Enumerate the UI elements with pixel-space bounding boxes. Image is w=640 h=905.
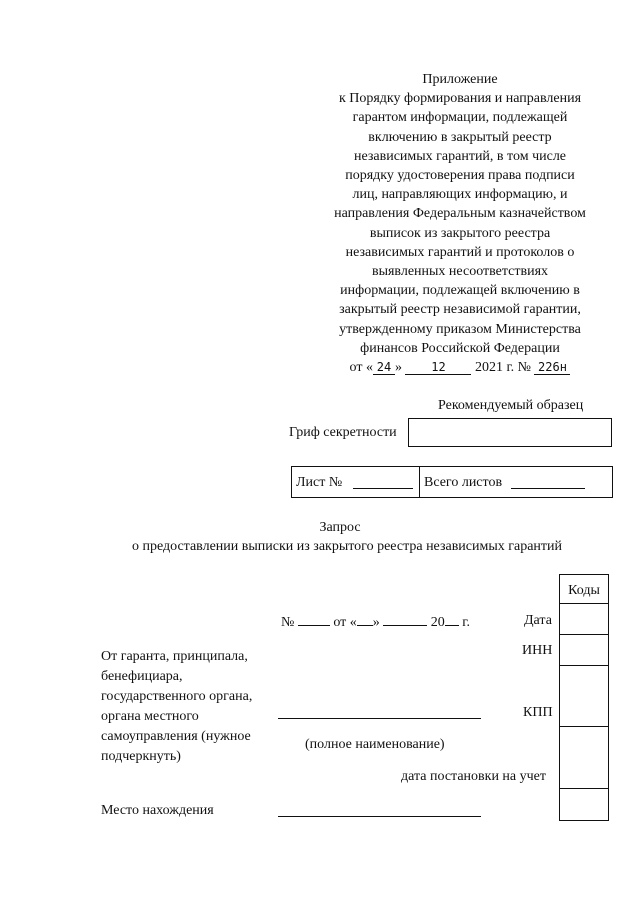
appendix-line: лиц, направляющих информацию, и bbox=[352, 187, 568, 203]
request-year-field[interactable] bbox=[445, 613, 459, 626]
appendix-line: направления Федеральным казначейством bbox=[334, 206, 586, 222]
order-year: 2021 г. № bbox=[474, 360, 531, 376]
secrecy-label: Гриф секретности bbox=[289, 425, 397, 440]
order-month: 12 bbox=[405, 361, 471, 375]
request-number-line bbox=[281, 613, 470, 631]
appendix-line: порядку удостоверения права подписи bbox=[345, 168, 575, 184]
kpp-label: КПП bbox=[523, 705, 553, 720]
document-title: Запрос bbox=[319, 520, 361, 535]
from-label: от « bbox=[333, 615, 357, 630]
appendix-header bbox=[300, 70, 620, 377]
location-label: Место нахождения bbox=[101, 803, 214, 818]
from-line: самоуправления (нужное bbox=[101, 729, 251, 744]
appendix-line: к Порядку формирования и направления bbox=[338, 91, 582, 107]
sheet-divider bbox=[419, 466, 420, 497]
sheet-number-label: Лист № bbox=[296, 475, 343, 490]
recommended-sample-label: Рекомендуемый образец bbox=[438, 398, 584, 413]
appendix-line: Приложение bbox=[422, 72, 498, 87]
from-line: государственного органа, bbox=[101, 689, 253, 704]
location-code-cell[interactable] bbox=[559, 788, 609, 821]
appendix-line: независимых гарантий и протоколов о bbox=[345, 244, 575, 260]
appendix-line: независимых гарантий, в том числе bbox=[353, 148, 567, 164]
appendix-line: включению в закрытый реестр bbox=[368, 129, 552, 145]
total-sheets-field[interactable] bbox=[511, 488, 585, 489]
kpp-code-cell[interactable] bbox=[559, 665, 609, 727]
date-label: Дата bbox=[524, 613, 552, 628]
total-sheets-label: Всего листов bbox=[424, 475, 503, 490]
order-day: 24 bbox=[373, 361, 395, 375]
from-block bbox=[101, 647, 252, 767]
inn-code-cell[interactable] bbox=[559, 634, 609, 666]
order-number: 226н bbox=[534, 361, 570, 375]
date-prefix: от « bbox=[349, 360, 373, 376]
codes-header-cell bbox=[559, 574, 609, 604]
appendix-line: информации, подлежащей включению в bbox=[340, 283, 580, 299]
request-day-field[interactable] bbox=[357, 613, 373, 626]
date-code-cell[interactable] bbox=[559, 603, 609, 635]
registration-date-label: дата постановки на учет bbox=[401, 769, 547, 784]
quote-close: » bbox=[372, 615, 380, 630]
from-line: бенефициара, bbox=[101, 669, 183, 684]
from-line: подчеркнуть) bbox=[101, 749, 181, 764]
year-suffix: г. bbox=[462, 615, 470, 630]
full-name-field[interactable] bbox=[278, 718, 481, 719]
secrecy-field[interactable] bbox=[408, 418, 612, 447]
request-month-field[interactable] bbox=[383, 613, 427, 626]
full-name-hint: (полное наименование) bbox=[305, 737, 445, 752]
request-number-field[interactable] bbox=[298, 613, 330, 626]
document-subtitle: о предоставлении выписки из закрытого реестра независимых гарантий bbox=[131, 539, 563, 554]
appendix-line: гарантом информации, подлежащей bbox=[352, 110, 568, 126]
from-line: органа местного bbox=[101, 709, 199, 724]
number-sign: № bbox=[281, 615, 295, 630]
appendix-line: выписок из закрытого реестра bbox=[369, 225, 551, 241]
registration-date-code-cell[interactable] bbox=[559, 726, 609, 789]
quote-close: » bbox=[394, 360, 402, 376]
location-field[interactable] bbox=[278, 816, 481, 817]
appendix-line: закрытый реестр независимой гарантии, bbox=[339, 302, 581, 318]
codes-header: Коды bbox=[568, 583, 600, 598]
appendix-line: утвержденному приказом Министерства bbox=[339, 321, 581, 337]
inn-label: ИНН bbox=[522, 643, 553, 658]
order-date-line bbox=[300, 358, 620, 377]
appendix-line: финансов Российской Федерации bbox=[360, 340, 560, 356]
century: 20 bbox=[430, 615, 445, 630]
appendix-line: выявленных несоответствиях bbox=[371, 264, 549, 280]
sheet-number-field[interactable] bbox=[353, 488, 413, 489]
from-line: От гаранта, принципала, bbox=[101, 649, 248, 664]
